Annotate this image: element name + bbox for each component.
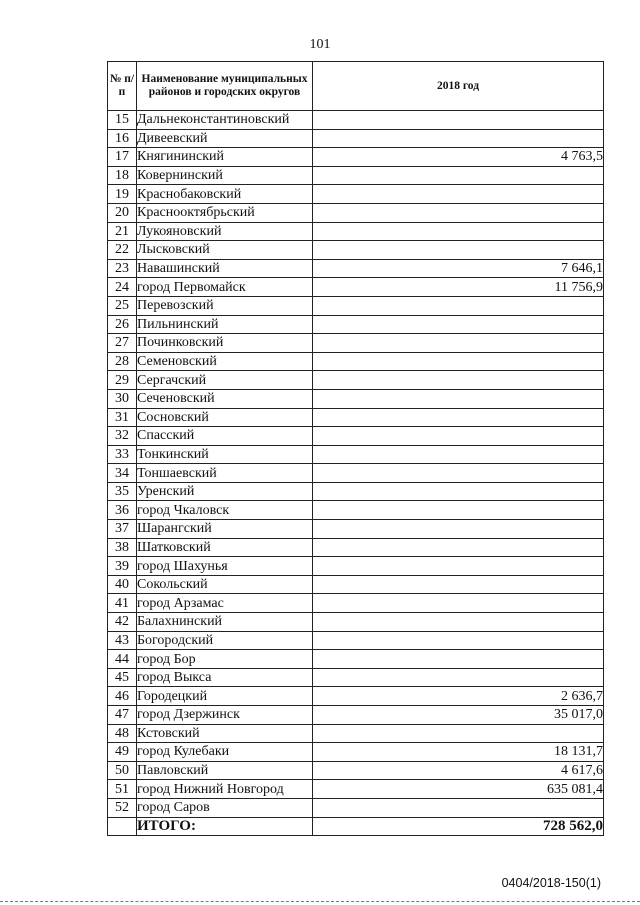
row-value bbox=[313, 427, 604, 446]
row-value: 7 646,1 bbox=[313, 259, 604, 278]
row-number: 47 bbox=[108, 706, 137, 725]
table-row bbox=[108, 445, 604, 464]
table-row bbox=[108, 761, 604, 780]
table-row bbox=[108, 203, 604, 222]
row-name: Ковернинский bbox=[137, 166, 313, 185]
row-name: Дальнеконстантиновский bbox=[137, 111, 313, 130]
row-name: Уренский bbox=[137, 482, 313, 501]
row-number: 39 bbox=[108, 557, 137, 576]
total-number-cell bbox=[108, 817, 137, 835]
row-name: Балахнинский bbox=[137, 613, 313, 632]
row-value: 4 763,5 bbox=[313, 148, 604, 167]
row-number: 22 bbox=[108, 241, 137, 260]
row-value bbox=[313, 575, 604, 594]
row-number: 20 bbox=[108, 203, 137, 222]
row-value bbox=[313, 501, 604, 520]
row-number: 32 bbox=[108, 427, 137, 446]
row-name: Спасский bbox=[137, 427, 313, 446]
row-number: 44 bbox=[108, 650, 137, 669]
row-value bbox=[313, 613, 604, 632]
table-row bbox=[108, 650, 604, 669]
row-value bbox=[313, 538, 604, 557]
row-name: Павловский bbox=[137, 761, 313, 780]
row-name: город Шахунья bbox=[137, 557, 313, 576]
row-number: 51 bbox=[108, 780, 137, 799]
table-row bbox=[108, 427, 604, 446]
row-name: Пильнинский bbox=[137, 315, 313, 334]
table-row bbox=[108, 668, 604, 687]
total-value: 728 562,0 bbox=[313, 817, 604, 835]
row-value bbox=[313, 668, 604, 687]
row-number: 29 bbox=[108, 371, 137, 390]
row-value bbox=[313, 408, 604, 427]
row-number: 42 bbox=[108, 613, 137, 632]
row-number: 48 bbox=[108, 724, 137, 743]
row-value: 4 617,6 bbox=[313, 761, 604, 780]
table-row bbox=[108, 575, 604, 594]
table-row bbox=[108, 687, 604, 706]
row-value bbox=[313, 111, 604, 130]
table-row bbox=[108, 166, 604, 185]
table-row bbox=[108, 129, 604, 148]
row-name: Семеновский bbox=[137, 352, 313, 371]
row-number: 24 bbox=[108, 278, 137, 297]
row-value bbox=[313, 482, 604, 501]
table-row bbox=[108, 520, 604, 539]
table-header bbox=[108, 62, 604, 111]
table-row bbox=[108, 743, 604, 762]
row-number: 38 bbox=[108, 538, 137, 557]
row-name: Тоншаевский bbox=[137, 464, 313, 483]
row-number: 15 bbox=[108, 111, 137, 130]
table-row bbox=[108, 557, 604, 576]
table-row bbox=[108, 501, 604, 520]
row-name: Кстовский bbox=[137, 724, 313, 743]
table-row bbox=[108, 185, 604, 204]
row-name: город Первомайск bbox=[137, 278, 313, 297]
row-name: Сеченовский bbox=[137, 389, 313, 408]
row-number: 52 bbox=[108, 798, 137, 817]
table-row bbox=[108, 278, 604, 297]
document-code: 0404/2018-150(1) bbox=[501, 876, 601, 890]
row-name: Перевозский bbox=[137, 296, 313, 315]
page-number: 101 bbox=[309, 37, 331, 52]
row-number: 50 bbox=[108, 761, 137, 780]
table-row bbox=[108, 631, 604, 650]
table-row bbox=[108, 296, 604, 315]
row-name: Шарангский bbox=[137, 520, 313, 539]
row-value: 35 017,0 bbox=[313, 706, 604, 725]
row-number: 26 bbox=[108, 315, 137, 334]
row-name: Краснооктябрьский bbox=[137, 203, 313, 222]
row-number: 25 bbox=[108, 296, 137, 315]
row-value bbox=[313, 334, 604, 353]
row-value bbox=[313, 203, 604, 222]
row-value bbox=[313, 185, 604, 204]
header-number: № п/п bbox=[108, 62, 137, 111]
row-number: 19 bbox=[108, 185, 137, 204]
table-row bbox=[108, 241, 604, 260]
row-number: 40 bbox=[108, 575, 137, 594]
total-label: ИТОГО: bbox=[137, 817, 313, 835]
row-number: 49 bbox=[108, 743, 137, 762]
row-name: Лысковский bbox=[137, 241, 313, 260]
row-value bbox=[313, 520, 604, 539]
row-name: Починковский bbox=[137, 334, 313, 353]
row-number: 41 bbox=[108, 594, 137, 613]
row-name: город Нижний Новгород bbox=[137, 780, 313, 799]
row-value bbox=[313, 315, 604, 334]
row-number: 18 bbox=[108, 166, 137, 185]
row-number: 17 bbox=[108, 148, 137, 167]
table-row bbox=[108, 352, 604, 371]
row-value bbox=[313, 296, 604, 315]
table-row bbox=[108, 315, 604, 334]
table-body bbox=[108, 111, 604, 818]
row-name: Сосновский bbox=[137, 408, 313, 427]
allocation-table bbox=[107, 61, 604, 836]
row-number: 33 bbox=[108, 445, 137, 464]
row-value bbox=[313, 166, 604, 185]
row-number: 34 bbox=[108, 464, 137, 483]
table-row bbox=[108, 389, 604, 408]
total-row bbox=[108, 817, 604, 835]
table-row bbox=[108, 408, 604, 427]
table-row bbox=[108, 594, 604, 613]
row-name: Сергачский bbox=[137, 371, 313, 390]
row-name: Сокольский bbox=[137, 575, 313, 594]
row-value bbox=[313, 241, 604, 260]
table-row bbox=[108, 334, 604, 353]
row-value bbox=[313, 594, 604, 613]
row-name: город Выкса bbox=[137, 668, 313, 687]
row-number: 43 bbox=[108, 631, 137, 650]
row-value bbox=[313, 445, 604, 464]
row-name: город Арзамас bbox=[137, 594, 313, 613]
row-name: город Кулебаки bbox=[137, 743, 313, 762]
row-name: Навашинский bbox=[137, 259, 313, 278]
row-number: 27 bbox=[108, 334, 137, 353]
row-value: 2 636,7 bbox=[313, 687, 604, 706]
row-value bbox=[313, 557, 604, 576]
row-value bbox=[313, 650, 604, 669]
header-year: 2018 год bbox=[313, 62, 604, 111]
row-number: 36 bbox=[108, 501, 137, 520]
row-name: Богородский bbox=[137, 631, 313, 650]
row-name: Шатковский bbox=[137, 538, 313, 557]
row-value bbox=[313, 798, 604, 817]
table-row bbox=[108, 222, 604, 241]
row-value bbox=[313, 464, 604, 483]
row-number: 21 bbox=[108, 222, 137, 241]
table-row bbox=[108, 798, 604, 817]
table-row bbox=[108, 482, 604, 501]
table-row bbox=[108, 148, 604, 167]
row-number: 45 bbox=[108, 668, 137, 687]
row-value: 11 756,9 bbox=[313, 278, 604, 297]
row-number: 37 bbox=[108, 520, 137, 539]
row-number: 31 bbox=[108, 408, 137, 427]
table-row bbox=[108, 111, 604, 130]
row-name: Лукояновский bbox=[137, 222, 313, 241]
table-row bbox=[108, 259, 604, 278]
table-row bbox=[108, 613, 604, 632]
table-row bbox=[108, 724, 604, 743]
row-value: 635 081,4 bbox=[313, 780, 604, 799]
row-value bbox=[313, 129, 604, 148]
row-number: 16 bbox=[108, 129, 137, 148]
row-value: 18 131,7 bbox=[313, 743, 604, 762]
row-name: Княгининский bbox=[137, 148, 313, 167]
table-row bbox=[108, 538, 604, 557]
row-value bbox=[313, 371, 604, 390]
row-value bbox=[313, 631, 604, 650]
row-number: 35 bbox=[108, 482, 137, 501]
row-value bbox=[313, 222, 604, 241]
row-name: город Бор bbox=[137, 650, 313, 669]
table-row bbox=[108, 464, 604, 483]
row-name: город Дзержинск bbox=[137, 706, 313, 725]
row-number: 46 bbox=[108, 687, 137, 706]
header-name: Наименование муниципальных районов и городских округов bbox=[137, 62, 313, 111]
table-row bbox=[108, 780, 604, 799]
table-row bbox=[108, 706, 604, 725]
table-row bbox=[108, 371, 604, 390]
row-name: Тонкинский bbox=[137, 445, 313, 464]
row-name: город Саров bbox=[137, 798, 313, 817]
row-value bbox=[313, 352, 604, 371]
row-number: 30 bbox=[108, 389, 137, 408]
row-number: 23 bbox=[108, 259, 137, 278]
row-value bbox=[313, 724, 604, 743]
row-name: Дивеевский bbox=[137, 129, 313, 148]
row-number: 28 bbox=[108, 352, 137, 371]
row-value bbox=[313, 389, 604, 408]
row-name: Городецкий bbox=[137, 687, 313, 706]
row-name: город Чкаловск bbox=[137, 501, 313, 520]
page-edge-line bbox=[0, 900, 640, 902]
row-name: Краснобаковский bbox=[137, 185, 313, 204]
